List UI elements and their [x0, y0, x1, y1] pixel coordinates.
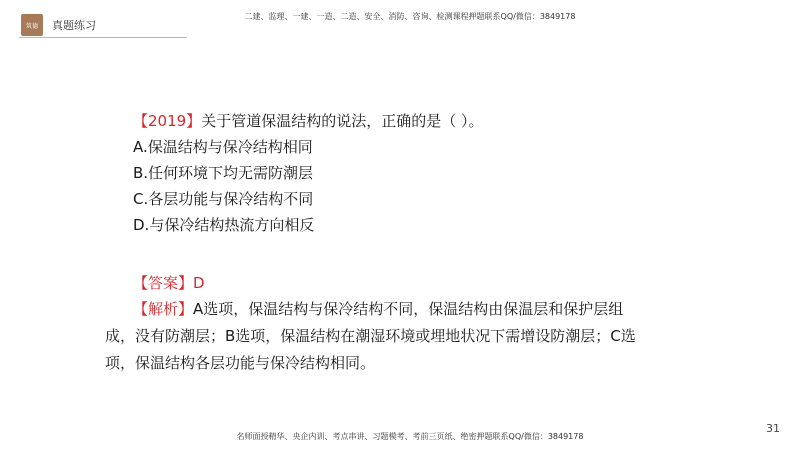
- header-banner: 二建、监理、一建、一造、二造、安全、消防、咨询、检测课程押题联系QQ/微信：3849178: [244, 12, 576, 21]
- answer-block: [133, 270, 693, 296]
- analysis-text-rest: 组成，没有防潮层；B选项，保温结构在潮湿环境或埋地状况下需增设防潮层；C选项，保温结构各层功能与保冷结构相同。: [105, 300, 636, 372]
- section-title: 真题练习: [52, 19, 96, 32]
- question-stem: 关于管道保温结构的说法，正确的是（ ）。: [201, 112, 484, 130]
- header-divider: [19, 37, 187, 38]
- option-a: A.保温结构与保冷结构相同: [133, 138, 313, 156]
- answer-value: D: [193, 274, 205, 292]
- analysis-first-line: [105, 300, 608, 318]
- analysis-text-first: A选项，保温结构与保冷结构不同，保温结构由保温层和保护层: [193, 300, 609, 318]
- brand-logo-text: 筑德: [25, 22, 38, 30]
- option-c: C.各层功能与保冷结构不同: [133, 190, 314, 208]
- analysis-tag: 【解析】: [133, 300, 194, 318]
- answer-tag: 【答案】: [133, 274, 194, 292]
- question-block: [133, 108, 693, 238]
- answer-line: [133, 270, 693, 296]
- option-d: D.与保冷结构热流方向相反: [133, 216, 315, 234]
- analysis-block: [105, 296, 645, 377]
- question-stem-line: [133, 108, 693, 134]
- footer-banner: 名师面授精华、央企内训、考点串讲、习题模考、考前三页纸、绝密押题联系QQ/微信：3849178: [236, 432, 584, 441]
- option-b: B.任何环境下均无需防潮层: [133, 164, 314, 182]
- page-number: 31: [766, 422, 780, 435]
- question-year-tag: 【2019】: [133, 112, 202, 130]
